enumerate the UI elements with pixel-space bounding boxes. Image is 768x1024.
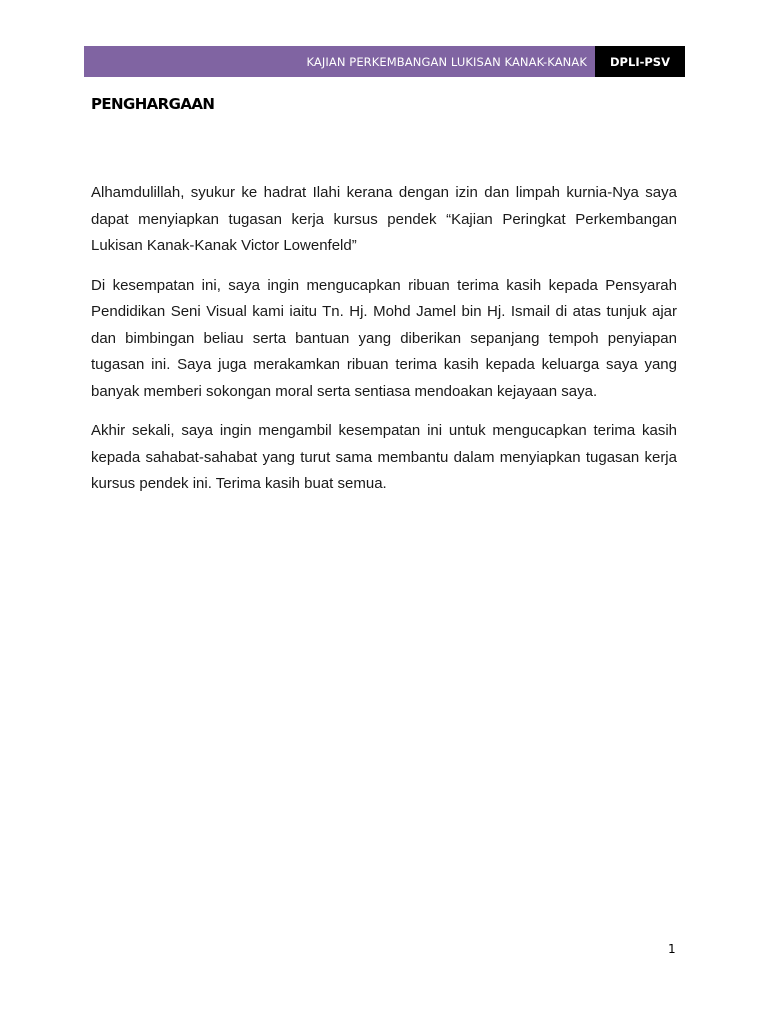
document-body bbox=[91, 180, 677, 511]
header-title: KAJIAN PERKEMBANGAN LUKISAN KANAK-KANAK bbox=[84, 46, 595, 77]
page-number: 1 bbox=[668, 942, 676, 956]
page-heading: PENGHARGAAN bbox=[91, 95, 215, 113]
header-code: DPLI-PSV bbox=[595, 46, 685, 77]
paragraph-thanks-lecturer: Di kesempatan ini, saya ingin mengucapkan ribuan terima kasih kepada Pensyarah Pendidikan Seni Visual kami iaitu Tn. Hj. Mohd Jamel bin Hj. Ismail di atas tunjuk ajar dan bimbingan beliau serta bantuan yang diberikan sepanjang tempoh penyiapan tugasan ini. Saya juga merakamkan ribuan terima kasih kepada keluarga saya yang banyak memberi sokongan moral serta sentiasa mendoakan kejayaan saya. bbox=[91, 276, 677, 400]
paragraph-intro: Alhamdulillah, syukur ke hadrat Ilahi kerana dengan izin dan limpah kurnia-Nya saya dapat menyiapkan tugasan kerja kursus pendek “Kajian Peringkat Perkembangan Lukisan Kanak-Kanak Victor Lowenfeld” bbox=[91, 184, 677, 254]
paragraph-thanks-friends: Akhir sekali, saya ingin mengambil kesempatan ini untuk mengucapkan terima kasih kepada sahabat-sahabat yang turut sama membantu dalam menyiapkan tugasan kerja kursus pendek ini. Terima kasih buat semua. bbox=[91, 422, 677, 492]
page-header bbox=[84, 46, 685, 77]
